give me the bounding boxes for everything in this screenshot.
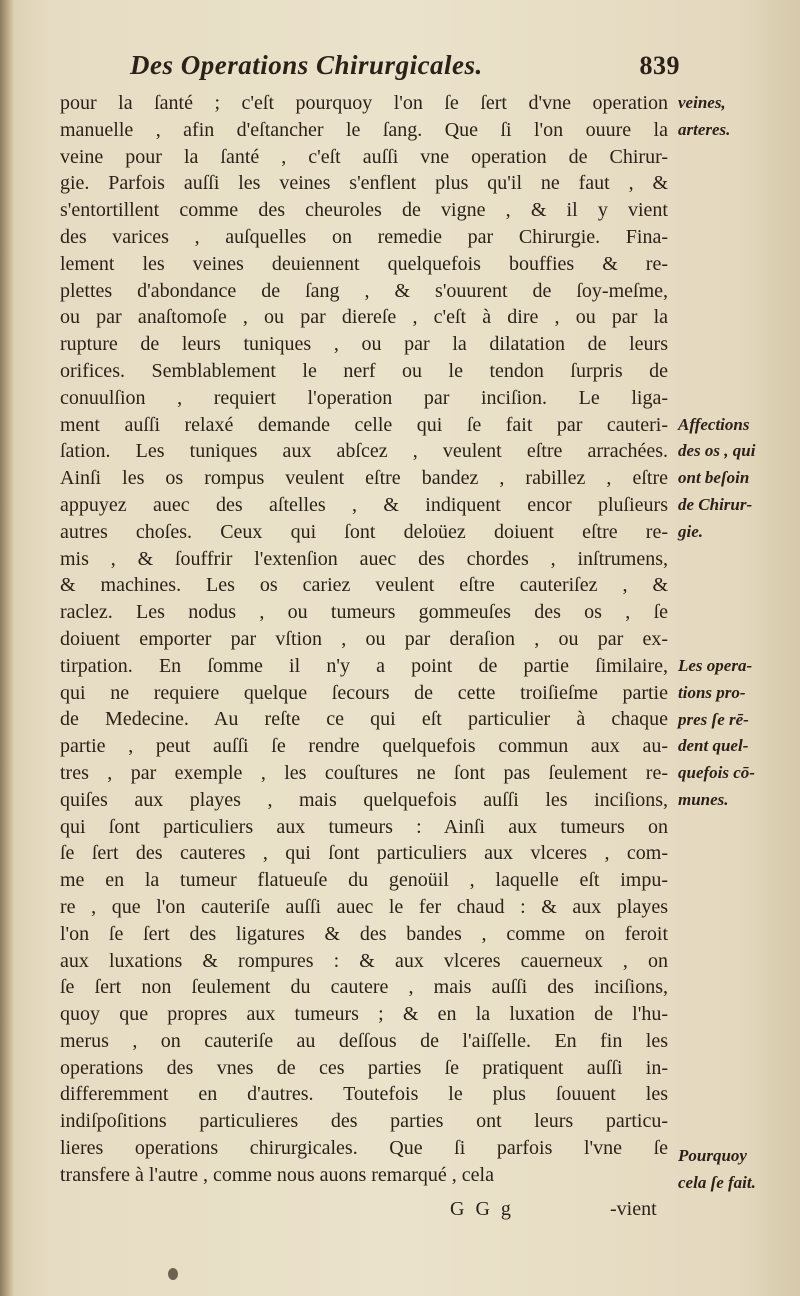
text-line: quoy que propres aux tumeurs ; & en la luxation de l'hu-	[60, 1003, 668, 1026]
text-line: merus , on cauteriſe au deſſous de l'aiſſelle. En fin les	[60, 1029, 668, 1052]
text-line: s'entortillent comme des cheuroles de vigne , & il y vient	[60, 199, 668, 222]
text-line: des varices , auſquelles on remedie par Chirurgie. Fina-	[60, 225, 668, 248]
margin-note-line: quefois cō-	[678, 763, 755, 783]
body-text	[60, 90, 668, 1189]
margin-note-line: veines,	[678, 93, 726, 112]
text-line: aux luxations & rompures : & aux vlceres cauerneux , on	[60, 949, 668, 972]
text-line: de Medecine. Au reſte ce qui eſt particulier à chaque	[60, 708, 668, 731]
text-line: tres , par exemple , les couſtures ne ſont pas ſeulement re-	[60, 761, 668, 784]
text-line: operations des vnes de ces parties ſe pratiquent auſſi in-	[60, 1056, 668, 1079]
text-line: qui ſont particuliers aux tumeurs : Ainſi aux tumeurs on	[60, 815, 668, 838]
margin-note-operations-communes	[678, 653, 796, 814]
text-line: l'on ſe ſert des ligatures & des bandes , comme on feroit	[60, 922, 668, 945]
text-line: veine pour la ſanté , c'eſt auſſi vne operation de Chirur-	[60, 145, 668, 168]
text-line: ou par anaſtomoſe , ou par diereſe , c'eſt à dire , ou par la	[60, 306, 668, 329]
margin-note-line: cela ſe fait.	[678, 1172, 756, 1192]
margin-note-line: arteres.	[678, 119, 731, 139]
text-line: rupture de leurs tuniques , ou par la dilatation de leurs	[60, 333, 668, 356]
margin-note-pourquoy	[678, 1143, 796, 1197]
margin-note-line: Affections	[678, 414, 750, 434]
margin-note-line: dent quel-	[678, 736, 749, 756]
text-line: ſation. Les tuniques aux abſcez , veulent eſtre arrachées.	[60, 440, 668, 463]
margin-note-line: munes.	[678, 789, 729, 809]
text-line: autres choſes. Ceux qui ſont deloüez doiuent eſtre re-	[60, 520, 668, 543]
page-binding-shadow	[0, 0, 14, 1296]
margin-note-line: Les opera-	[678, 656, 753, 675]
text-line: manuelle , afin d'eſtancher le ſang. Que ſi l'on ouure la	[60, 118, 668, 141]
text-line: conuulſion , requiert l'operation par inciſion. Le liga-	[60, 386, 668, 409]
ink-blot	[168, 1268, 178, 1280]
margin-note-line: de Chirur-	[678, 494, 753, 514]
text-line: indiſpoſitions particulieres des parties ont leurs particu-	[60, 1110, 668, 1133]
text-line: orifices. Semblablement le nerf ou le tendon ſurpris de	[60, 359, 668, 382]
catchword: -vient	[610, 1198, 657, 1220]
text-line: plettes d'abondance de ſang , & s'ouurent de ſoy-meſme,	[60, 279, 668, 302]
text-line: lieres operations chirurgicales. Que ſi parfois l'vne ſe	[60, 1137, 668, 1160]
text-line: ſe ſert non ſeulement du cautere , mais auſſi des inciſions,	[60, 976, 668, 999]
text-line: tirpation. En ſomme il n'y a point de partie ſimilaire,	[60, 654, 668, 677]
text-line: ſe ſert des cauteres , qui ſont particuliers aux vlceres , com-	[60, 842, 668, 865]
margin-note-veines	[678, 90, 796, 144]
text-line: re , que l'on cauteriſe auſſi auec le fer chaud : & aux playes	[60, 895, 668, 918]
page-footer	[60, 1198, 790, 1228]
margin-note-line: des os , qui	[678, 441, 756, 461]
text-line: differemment en d'autres. Toutefois le plus ſouuent les	[60, 1083, 668, 1106]
text-line: appuyez auec des aſtelles , & indiquent encor pluſieurs	[60, 493, 668, 516]
text-line: mis , & ſouffrir l'extenſion auec des chordes , inſtrumens,	[60, 547, 668, 570]
text-line: Ainſi les os rompus veulent eſtre bandez , rabillez , eſtre	[60, 467, 668, 490]
text-line: gie. Parfois auſſi les veines s'enflent plus qu'il ne faut , &	[60, 172, 668, 195]
text-line: pour la ſanté ; c'eſt pourquoy l'on ſe ſert d'vne operation	[60, 92, 668, 114]
margin-note-line: Pourquoy	[678, 1146, 747, 1165]
text-line: me en la tumeur flatueuſe du genoüil , laquelle eſt impu-	[60, 869, 668, 892]
margin-note-line: tions pro-	[678, 682, 746, 702]
margin-note-line: pres ſe rē-	[678, 709, 749, 729]
running-head-title: Des Operations Chirurgicales.	[130, 50, 483, 80]
margin-note-affections-des-os	[678, 412, 796, 546]
text-line: ment auſſi relaxé demande celle qui ſe fait par cauteri-	[60, 413, 668, 436]
margin-note-line: ont beſoin	[678, 468, 750, 488]
text-line: doiuent emporter par vſtion , ou par deraſion , ou par ex-	[60, 627, 668, 650]
margin-note-line: gie.	[678, 521, 704, 541]
text-line: lement les veines deuiennent quelquefois bouffies & re-	[60, 252, 668, 275]
text-line: qui ne requiere quelque ſecours de cette troiſieſme partie	[60, 681, 668, 704]
text-line: raclez. Les nodus , ou tumeurs gommeuſes des os , ſe	[60, 601, 668, 624]
page-number: 839	[639, 51, 680, 80]
text-line: & machines. Les os cariez veulent eſtre cauteriſez , &	[60, 574, 668, 597]
text-line: quiſes aux playes , mais quelquefois auſſi les inciſions,	[60, 788, 668, 811]
running-head	[130, 50, 690, 90]
text-line: transfere à l'autre , comme nous auons remarqué , cela	[60, 1163, 494, 1186]
text-line: partie , peut auſſi ſe rendre quelquefois commun aux au-	[60, 735, 668, 758]
signature-mark: G G g	[450, 1198, 514, 1220]
